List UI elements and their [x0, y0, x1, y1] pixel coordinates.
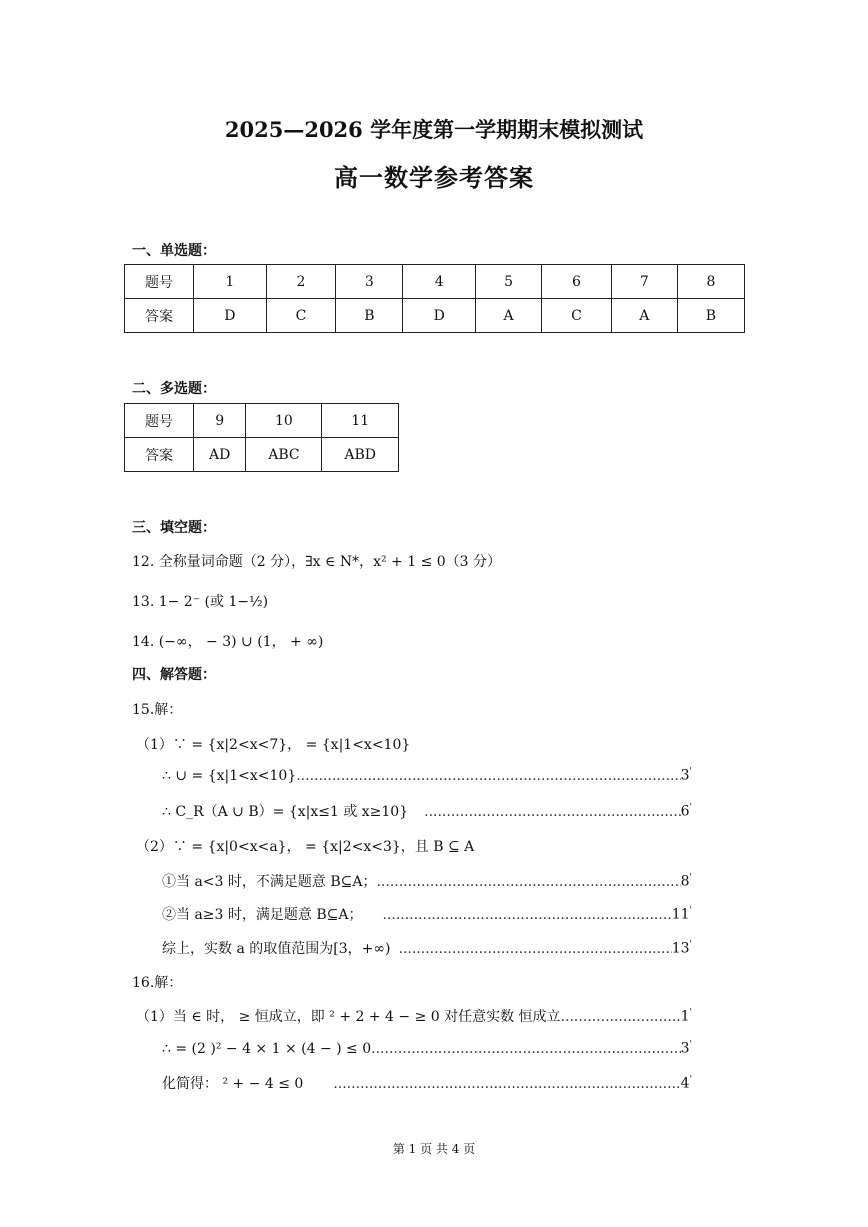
score-mark: 13' [671, 940, 692, 957]
answer-cell: C [542, 299, 612, 333]
section-fill-blank-heading: 三、填空题： [132, 520, 216, 536]
q15-line-6 [162, 904, 692, 924]
q16-line-1-text: （1）当 ∈ 时， ≥ 恒成立，即 ² + 2 + 4 − ≥ 0 对任意实数 恒成立 [136, 1009, 561, 1025]
answer-key-title: 高一数学参考答案 [334, 163, 534, 192]
q15-line-7 [162, 938, 692, 958]
score-mark: 4' [680, 1075, 692, 1092]
answer-cell: A [476, 299, 542, 333]
answer-cell: D [194, 299, 267, 333]
section-single-choice-heading: 一、单选题： [132, 243, 216, 259]
exam-title: 2025—2026 学年度第一学期期末模拟测试 [224, 117, 644, 142]
score-mark: 11' [671, 906, 692, 923]
table-row [125, 299, 745, 333]
q15-line-2 [162, 767, 692, 784]
table-row [125, 438, 399, 472]
question-cell: 10 [246, 404, 322, 438]
score-mark: 1' [680, 1008, 692, 1025]
q16-line-1 [136, 1006, 692, 1026]
q15-line-4: （2）∵ = {x|0<x<a}， = {x|2<x<3}，且 B ⊆ A [136, 839, 475, 855]
q15-line-6-text: ②当 a≥3 时，满足题意 B⊆A； [162, 907, 363, 923]
leader-dots [371, 1041, 680, 1057]
answer-cell: B [677, 299, 744, 333]
q15-label: 15.解： [132, 702, 183, 718]
score-mark: 3' [680, 1040, 692, 1057]
answer-cell: AD [194, 438, 246, 472]
answer-q12: 12. 全称量词命题（2 分），∃x ∈ N*，x² + 1 ≤ 0（3 分） [132, 554, 502, 570]
q16-line-2 [162, 1040, 692, 1057]
answer-q14: 14. (−∞， − 3) ∪ (1， + ∞) [132, 634, 324, 650]
section-multi-choice-heading: 二、多选题： [132, 381, 216, 397]
question-cell: 2 [266, 265, 336, 299]
table-header-cell: 答案 [125, 438, 194, 472]
page-number: 第 1 页 共 4 页 [392, 1142, 476, 1156]
table-header-cell: 答案 [125, 299, 194, 333]
answer-cell: C [266, 299, 336, 333]
score-mark: 3' [680, 767, 692, 784]
leader-dots [424, 804, 680, 820]
q16-line-3 [162, 1073, 692, 1093]
question-cell: 9 [194, 404, 246, 438]
q16-label: 16.解： [132, 975, 183, 991]
q15-line-1: （1）∵ = {x|2<x<7}， = {x|1<x<10} [136, 737, 411, 753]
answer-q13: 13. 1− 2⁻ (或 1−½) [132, 594, 269, 610]
q15-line-3-text: ∴ C_R（A ∪ B）= {x|x≤1 或 x≥10} [162, 804, 409, 820]
answer-cell: A [611, 299, 677, 333]
question-cell: 4 [403, 265, 476, 299]
answer-cell: D [403, 299, 476, 333]
q16-line-2-text: ∴ = (2 )² − 4 × 1 × (4 − ) ≤ 0 [162, 1040, 372, 1057]
leader-dots [296, 768, 680, 784]
question-cell: 3 [336, 265, 403, 299]
single-choice-table [124, 264, 745, 333]
table-row [125, 404, 399, 438]
answer-cell: B [336, 299, 403, 333]
q15-line-2-text: ∴ ∪ = {x|1<x<10} [162, 767, 297, 784]
question-cell: 8 [677, 265, 744, 299]
q15-line-5-text: ①当 a<3 时，不满足题意 B⊆A； [162, 874, 377, 890]
leader-dots [382, 907, 671, 923]
leader-dots [376, 874, 680, 890]
question-cell: 5 [476, 265, 542, 299]
answer-cell: ABD [322, 438, 399, 472]
answer-cell: ABC [246, 438, 322, 472]
leader-dots [561, 1009, 681, 1025]
table-header-cell: 题号 [125, 265, 194, 299]
score-mark: 6' [680, 803, 692, 820]
question-cell: 6 [542, 265, 612, 299]
multi-choice-table [124, 403, 399, 472]
leader-dots [333, 1076, 680, 1092]
q15-line-7-text: 综上，实数 a 的取值范围为[3，+∞) [162, 941, 391, 957]
section-solutions-heading: 四、解答题： [132, 667, 216, 683]
question-cell: 7 [611, 265, 677, 299]
table-row [125, 265, 745, 299]
q15-line-3 [162, 801, 692, 821]
score-mark: 8' [680, 873, 692, 890]
leader-dots [398, 941, 671, 957]
table-header-cell: 题号 [125, 404, 194, 438]
q15-line-5 [162, 871, 692, 891]
question-cell: 11 [322, 404, 399, 438]
q16-line-3-text: 化简得： ² + − 4 ≤ 0 [162, 1076, 304, 1092]
question-cell: 1 [194, 265, 267, 299]
